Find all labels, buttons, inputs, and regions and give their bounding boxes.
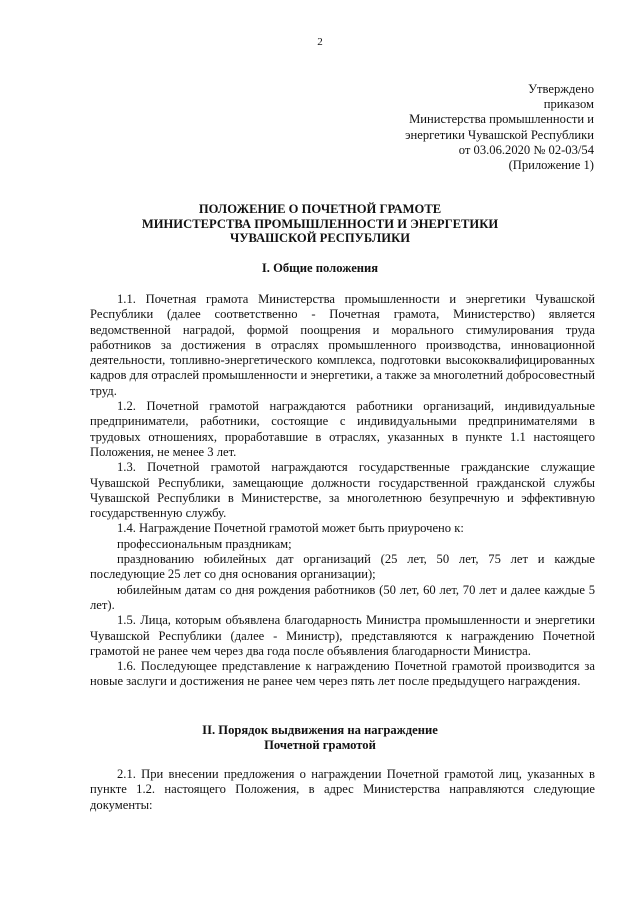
paragraph-1-6: 1.6. Последующее представление к награждению Почетной грамотой производится за новые заслуги и достижения не ранее чем через пять лет после предыдущего награждения. bbox=[90, 659, 595, 689]
paragraph-1-5: 1.5. Лица, которым объявлена благодарность Министра промышленности и энергетики Чувашской Республики (далее - Министр), представляются к награждению Почетной грамотой не ранее чем через два года после объявления благодарности Министра. bbox=[90, 613, 595, 658]
approval-line: от 03.06.2020 № 02-03/54 bbox=[458, 142, 594, 157]
page-number: 2 bbox=[317, 36, 323, 48]
section-2-heading bbox=[0, 723, 640, 753]
paragraph-2-1: 2.1. При внесении предложения о награждении Почетной грамотой лиц, указанных в пункте 1.2. настоящего Положения, в адрес Министерства направляются следующие документы: bbox=[90, 767, 595, 812]
approval-line: Утверждено bbox=[528, 82, 594, 96]
list-item: юбилейным датам со дня рождения работников (50 лет, 60 лет, 70 лет и далее каждые 5 лет). bbox=[90, 582, 595, 612]
list-item: профессиональным праздникам; bbox=[117, 536, 292, 551]
approval-line: Министерства промышленности и bbox=[409, 112, 594, 127]
title-line: ПОЛОЖЕНИЕ О ПОЧЕТНОЙ ГРАМОТЕ bbox=[198, 202, 442, 216]
section-1-body bbox=[90, 292, 595, 690]
approval-line: (Приложение 1) bbox=[508, 158, 594, 173]
approval-line: приказом bbox=[543, 97, 594, 112]
list-item: празднованию юбилейных дат организаций (25 лет, 50 лет, 75 лет и каждые последующие 25 лет со дня основания организации); bbox=[90, 552, 595, 582]
paragraph-1-3: 1.3. Почетной грамотой награждаются государственные гражданские служащие Чувашской Республики, замещающие должности государственной гражданской службы Чувашской Республики в Министерстве, за многолетнюю безупречную и эффективную государственную службу. bbox=[90, 460, 595, 521]
paragraph-1-2: 1.2. Почетной грамотой награждаются работники организаций, индивидуальные предприниматели, работники, состоящие с индивидуальными предпринимателями в трудовых отношениях, проработавшие в отраслях, указанных в пункте 1.1 настоящего Положения, не менее 3 лет. bbox=[90, 399, 595, 459]
document-title bbox=[0, 202, 640, 246]
section-2-heading-line: II. Порядок выдвижения на награждение bbox=[202, 723, 438, 737]
title-line: ЧУВАШСКОЙ РЕСПУБЛИКИ bbox=[229, 231, 410, 245]
section-2-heading-line: Почетной грамотой bbox=[264, 738, 376, 752]
paragraph-1-4: 1.4. Награждение Почетной грамотой может быть приурочено к: bbox=[117, 521, 464, 536]
approval-stamp bbox=[405, 82, 594, 173]
title-line: МИНИСТЕРСТВА ПРОМЫШЛЕННОСТИ И ЭНЕРГЕТИКИ bbox=[141, 216, 499, 231]
approval-line: энергетики Чувашской Республики bbox=[405, 127, 594, 142]
paragraph-1-1: 1.1. Почетная грамота Министерства промышленности и энергетики Чувашской Республики (далее соответственно - Почетная грамота, Министерство) является ведомственной наградой, формой поощрения и морального стимулирования труда работников за достижения в отраслях промышленного производства, инновационной деятельности, топливно-энергетического комплекса, подготовки высококвалифицированных кадров для отраслей промышленности и энергетики, а также за многолетний добросовестный труд. bbox=[90, 292, 595, 398]
section-2-body bbox=[90, 767, 595, 813]
section-1-heading: I. Общие положения bbox=[261, 261, 379, 275]
